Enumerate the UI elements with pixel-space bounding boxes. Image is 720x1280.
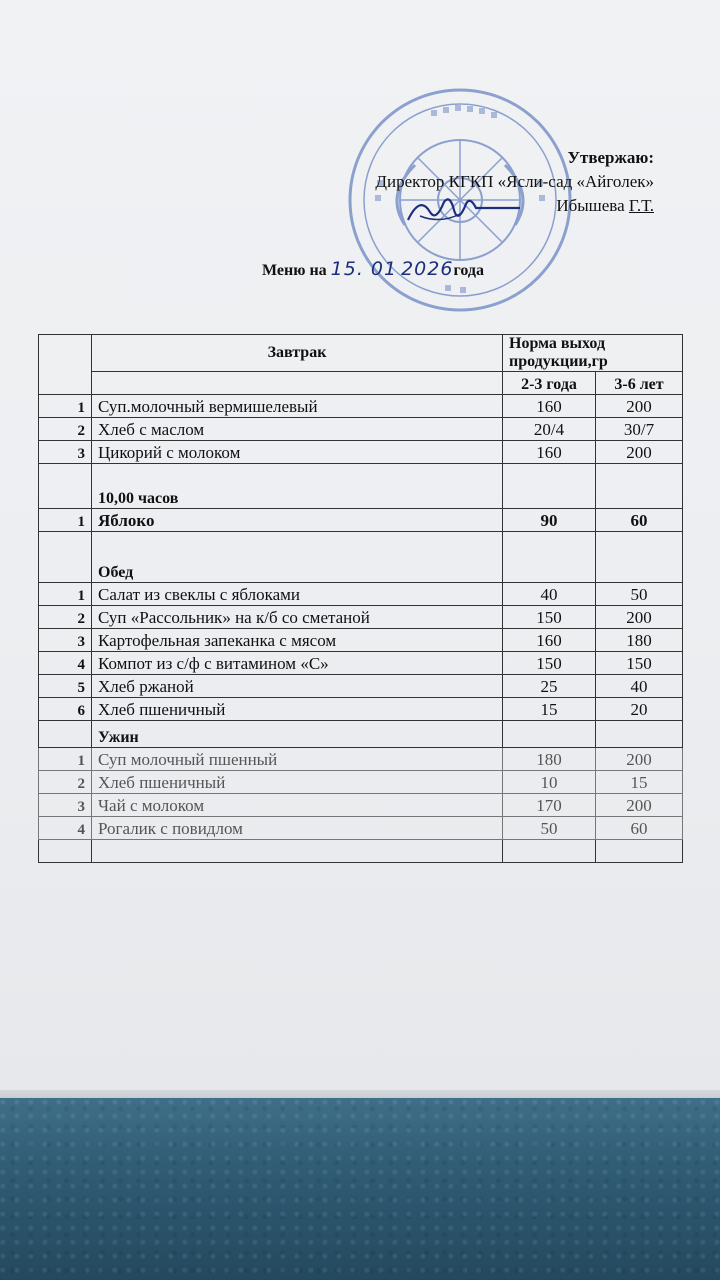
menu-title-suffix: года (453, 262, 484, 279)
portion-young: 170 (503, 794, 596, 817)
portion-older: 50 (596, 583, 683, 606)
approval-block (375, 146, 654, 218)
dish-name: Яблоко (92, 509, 503, 532)
dinner-rows (39, 748, 683, 840)
row-number: 4 (39, 817, 92, 840)
portion-older: 200 (596, 794, 683, 817)
portion-older: 15 (596, 771, 683, 794)
portion-older: 60 (596, 817, 683, 840)
portion-young: 10 (503, 771, 596, 794)
portion-young: 160 (503, 441, 596, 464)
table-row (39, 418, 683, 441)
table-row (39, 771, 683, 794)
director-title: Директор КГКП «Ясли-сад «Айголек» (375, 172, 654, 191)
lunch-title: Обед (92, 532, 503, 583)
table-row (39, 748, 683, 771)
dish-name: Чай с молоком (92, 794, 503, 817)
table-row (39, 675, 683, 698)
table-row (39, 509, 683, 532)
dish-name: Цикорий с молоком (92, 441, 503, 464)
lunch-rows (39, 583, 683, 721)
portion-older: 20 (596, 698, 683, 721)
director-name (375, 194, 654, 218)
portion-older: 180 (596, 629, 683, 652)
dish-name: Картофельная запеканка с мясом (92, 629, 503, 652)
breakfast-header: Завтрак (92, 335, 503, 372)
portion-young: 25 (503, 675, 596, 698)
snack-section-row (39, 464, 683, 509)
portion-older: 40 (596, 675, 683, 698)
dish-name: Хлеб пшеничный (92, 698, 503, 721)
row-number: 3 (39, 794, 92, 817)
table-row (39, 794, 683, 817)
row-number: 1 (39, 583, 92, 606)
table-row (39, 698, 683, 721)
row-number: 2 (39, 606, 92, 629)
row-number: 3 (39, 441, 92, 464)
dish-name: Суп.молочный вермишелевый (92, 395, 503, 418)
row-number: 1 (39, 395, 92, 418)
desk-surface (0, 1098, 720, 1280)
breakfast-rows (39, 395, 683, 464)
portion-older: 200 (596, 441, 683, 464)
table-row (39, 606, 683, 629)
dish-name: Рогалик с повидлом (92, 817, 503, 840)
portion-young: 50 (503, 817, 596, 840)
age-group-row (39, 372, 683, 395)
row-number: 4 (39, 652, 92, 675)
dish-name: Хлеб с маслом (92, 418, 503, 441)
table-row (39, 441, 683, 464)
table-row (39, 817, 683, 840)
table-row (39, 652, 683, 675)
portion-young: 160 (503, 395, 596, 418)
age-group-older: 3-6 лет (596, 372, 683, 395)
director-surname: Ибышева (556, 196, 625, 215)
portion-older: 200 (596, 606, 683, 629)
dish-name: Компот из с/ф с витамином «С» (92, 652, 503, 675)
norm-header: Норма выход продукции,гр (503, 335, 683, 372)
portion-young: 150 (503, 606, 596, 629)
dish-name: Хлеб пшеничный (92, 771, 503, 794)
menu-title-prefix: Меню на (262, 262, 327, 279)
portion-young: 90 (503, 509, 596, 532)
table-row (39, 395, 683, 418)
row-number: 5 (39, 675, 92, 698)
row-number: 6 (39, 698, 92, 721)
menu-title (262, 258, 484, 280)
dish-name: Суп молочный пшенный (92, 748, 503, 771)
row-number: 2 (39, 418, 92, 441)
portion-older: 30/7 (596, 418, 683, 441)
portion-older: 150 (596, 652, 683, 675)
dish-name: Салат из свеклы с яблоками (92, 583, 503, 606)
dinner-title: Ужин (92, 721, 503, 748)
snack-title: 10,00 часов (92, 464, 503, 509)
portion-young: 150 (503, 652, 596, 675)
portion-young: 20/4 (503, 418, 596, 441)
portion-young: 180 (503, 748, 596, 771)
menu-year: 2026 (401, 258, 454, 280)
portion-young: 40 (503, 583, 596, 606)
table-row (39, 629, 683, 652)
approval-heading: Утвержаю: (567, 148, 654, 167)
portion-older: 200 (596, 395, 683, 418)
row-number: 1 (39, 509, 92, 532)
portion-older: 200 (596, 748, 683, 771)
row-number: 3 (39, 629, 92, 652)
dish-name: Хлеб ржаной (92, 675, 503, 698)
row-number: 1 (39, 748, 92, 771)
row-number: 2 (39, 771, 92, 794)
portion-young: 15 (503, 698, 596, 721)
dinner-section-row (39, 721, 683, 748)
table-row (39, 583, 683, 606)
snack-rows (39, 509, 683, 532)
director-initials: Г.Т. (628, 196, 654, 215)
portion-older: 60 (596, 509, 683, 532)
table-header-row (39, 335, 683, 372)
dish-name: Суп «Рассольник» на к/б со сметаной (92, 606, 503, 629)
menu-date-handwritten: 15. 01 (330, 258, 398, 280)
empty-row (39, 840, 683, 863)
menu-table (38, 334, 683, 863)
portion-young: 160 (503, 629, 596, 652)
age-group-young: 2-3 года (503, 372, 596, 395)
lunch-section-row (39, 532, 683, 583)
